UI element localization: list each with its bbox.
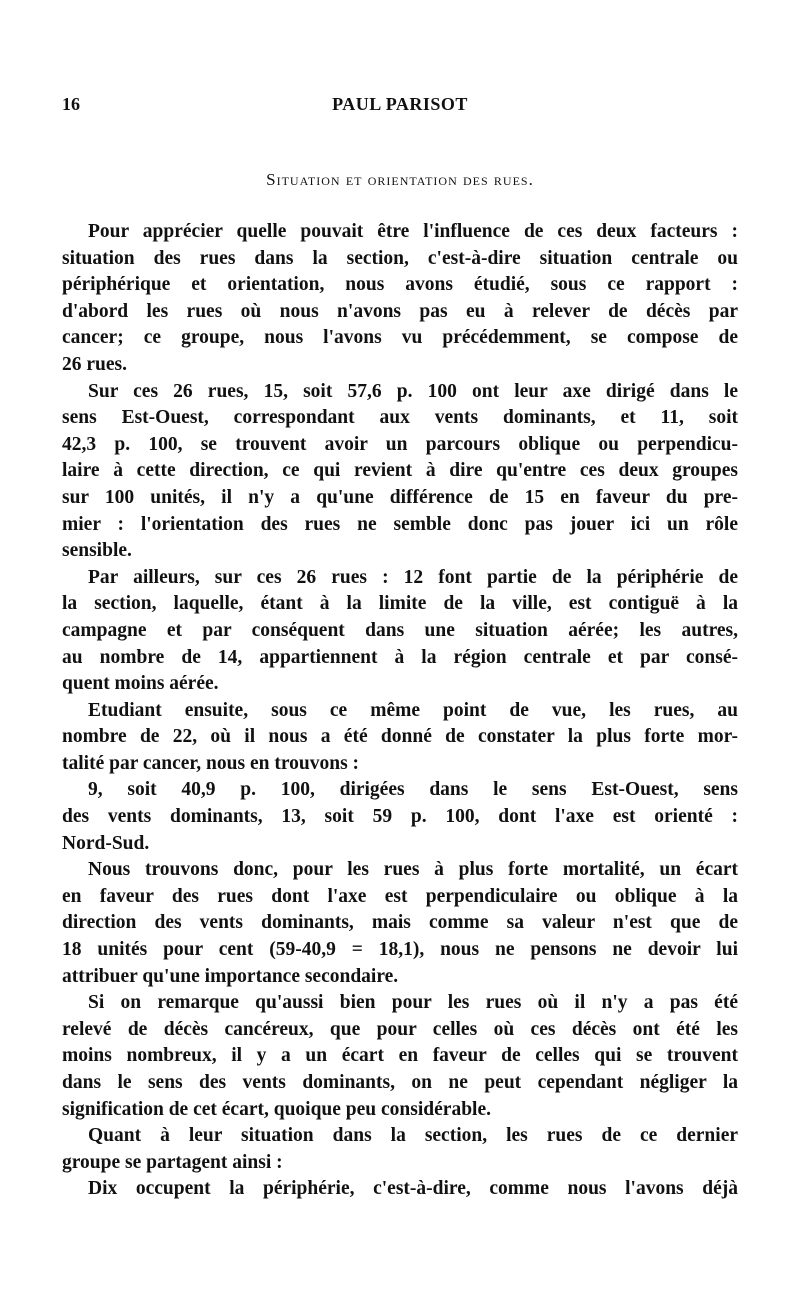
text-line: périphérique et orientation, nous avons étudié, sous ce rapport :: [62, 274, 738, 296]
text-line: quent moins aérée.: [62, 673, 219, 695]
text-line: moins nombreux, il y a un écart en faveur de celles qui se trouvent: [62, 1045, 738, 1067]
text-line: cancer; ce groupe, nous l'avons vu précédemment, se compose de: [62, 327, 738, 349]
text-line: sur 100 unités, il n'y a qu'une différence de 15 en faveur du pre-: [62, 486, 738, 508]
section-title: Situation et orientation des rues.: [266, 170, 534, 189]
text-line: campagne et par conséquent dans une situation aérée; les autres,: [62, 619, 738, 641]
text-line: dans le sens des vents dominants, on ne peut cependant négliger la: [62, 1072, 738, 1093]
text-line: d'abord les rues où nous n'avons pas eu à relever de décès par: [62, 300, 738, 322]
text-line: au nombre de 14, appartiennent à la région centrale et par consé-: [62, 646, 738, 668]
page-number: 16: [62, 94, 80, 114]
text-line: situation des rues dans la section, c'est-à-dire situation centrale ou: [62, 247, 738, 269]
text-line: 18 unités pour cent (59-40,9 = 18,1), nous ne pensons ne devoir lui: [62, 939, 738, 961]
text-line: sens Est-Ouest, correspondant aux vents dominants, et 11, soit: [62, 407, 738, 429]
text-line: relevé de décès cancéreux, que pour celles où ces décès ont été les: [62, 1018, 738, 1040]
text-line: Par ailleurs, sur ces 26 rues : 12 font partie de la périphérie de: [88, 566, 738, 588]
text-line: mier : l'orientation des rues ne semble donc pas jouer ici un rôle: [62, 513, 738, 535]
text-line: la section, laquelle, étant à la limite de la ville, est contiguë à la: [62, 593, 738, 615]
text-line: Dix occupent la périphérie, c'est-à-dire, comme nous l'avons déjà: [88, 1178, 738, 1200]
text-line: Quant à leur situation dans la section, les rues de ce dernier: [88, 1125, 738, 1147]
text-line: Nous trouvons donc, pour les rues à plus forte mortalité, un écart: [88, 859, 738, 881]
text-line: Sur ces 26 rues, 15, soit 57,6 p. 100 ont leur axe dirigé dans le: [88, 380, 738, 402]
running-head-author: PAUL PARISOT: [332, 94, 468, 114]
text-line: Nord-Sud.: [62, 832, 150, 854]
text-line: 9, soit 40,9 p. 100, dirigées dans le sens Est-Ouest, sens: [88, 779, 738, 801]
text-line: Etudiant ensuite, sous ce même point de vue, les rues, au: [88, 699, 738, 721]
text-line: 42,3 p. 100, se trouvent avoir un parcours oblique ou perpendicu-: [62, 433, 738, 455]
text-line: des vents dominants, 13, soit 59 p. 100, dont l'axe est orienté :: [62, 806, 738, 828]
text-line: direction des vents dominants, mais comme sa valeur n'est que de: [62, 912, 738, 934]
text-line: 26 rues.: [62, 353, 127, 375]
text-line: attribuer qu'une importance secondaire.: [62, 965, 399, 987]
text-line: Si on remarque qu'aussi bien pour les rues où il n'y a pas été: [88, 992, 738, 1014]
text-line: laire à cette direction, ce qui revient à dire qu'entre ces deux groupes: [62, 460, 738, 482]
text-line: groupe se partagent ainsi :: [62, 1151, 283, 1173]
text-line: signification de cet écart, quoique peu considérable.: [62, 1098, 491, 1120]
text-line: nombre de 22, où il nous a été donné de constater la plus forte mor-: [62, 726, 738, 748]
text-line: en faveur des rues dont l'axe est perpendiculaire ou oblique à la: [62, 885, 738, 907]
text-line: talité par cancer, nous en trouvons :: [62, 752, 360, 774]
running-head: [62, 94, 738, 124]
text-line: sensible.: [62, 540, 132, 562]
body-text: [62, 219, 738, 1203]
text-line: Pour apprécier quelle pouvait être l'influence de ces deux facteurs :: [88, 221, 738, 242]
